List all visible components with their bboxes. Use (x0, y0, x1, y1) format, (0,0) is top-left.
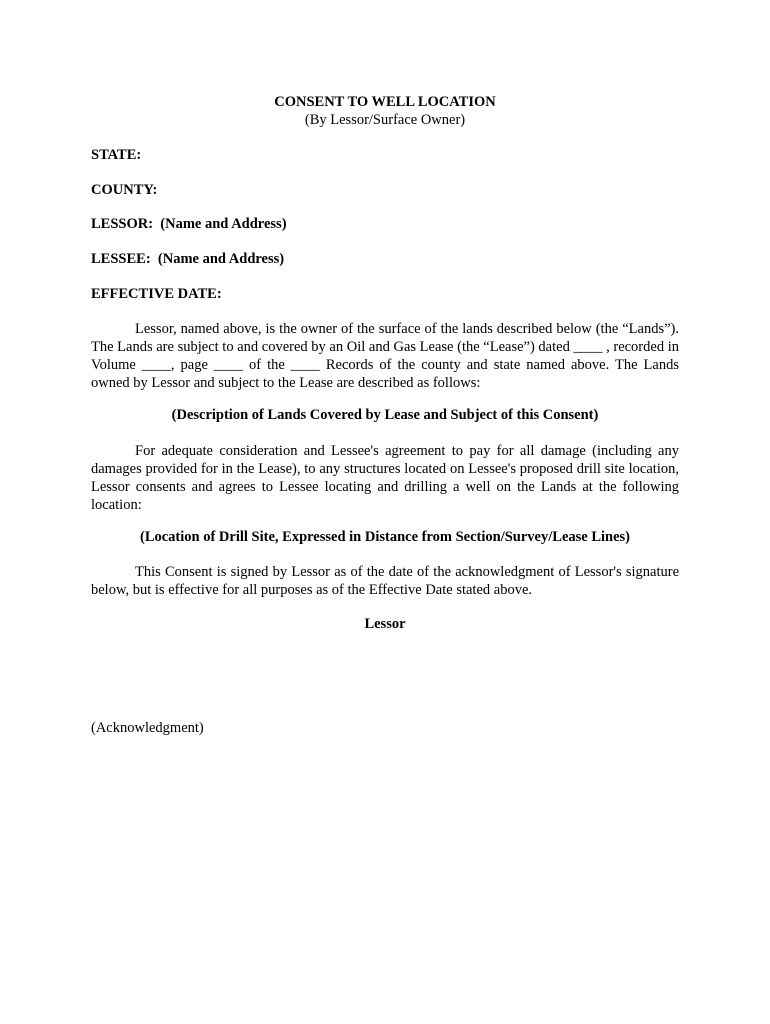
acknowledgment-label: (Acknowledgment) (91, 720, 204, 736)
state-field-label: STATE: (91, 147, 142, 163)
county-field-label: COUNTY: (91, 182, 158, 198)
document-title: CONSENT TO WELL LOCATION (274, 94, 496, 110)
effective-paragraph: This Consent is signed by Lessor as of the date of the acknowledgment of Lessor's signature below, but is effective for all purposes as of the Effective Date stated above. (91, 564, 679, 598)
document-subtitle: (By Lessor/Surface Owner) (304, 112, 466, 128)
drill-site-location-heading: (Location of Drill Site, Expressed in Distance from Section/Survey/Lease Lines) (139, 529, 631, 545)
lands-description-heading: (Description of Lands Covered by Lease and Subject of this Consent) (171, 407, 599, 423)
consent-paragraph: For adequate consideration and Lessee's agreement to pay for all damage (including any damages provided for in the Lease), to any structures located on Lessee's proposed drill site location, Lessor consents and agrees to Lessee locating and drilling a well on the Lands at the following location: (91, 443, 679, 513)
ownership-paragraph: Lessor, named above, is the owner of the surface of the lands described below (the “Lands”). The Lands are subject to and covered by an Oil and Gas Lease (the “Lease”) dated ____ , recorded in Volume ____, page ____ of the ____ Records of the county and state named above. The Lands owned by Lessor and subject to the Lease are described as follows: (91, 321, 679, 391)
effective-date-field-label: EFFECTIVE DATE: (91, 286, 222, 302)
lessee-field-label: LESSEE: (Name and Address) (91, 251, 285, 267)
lessor-field-label: LESSOR: (Name and Address) (91, 216, 287, 232)
lessor-signature-label: Lessor (364, 616, 406, 632)
